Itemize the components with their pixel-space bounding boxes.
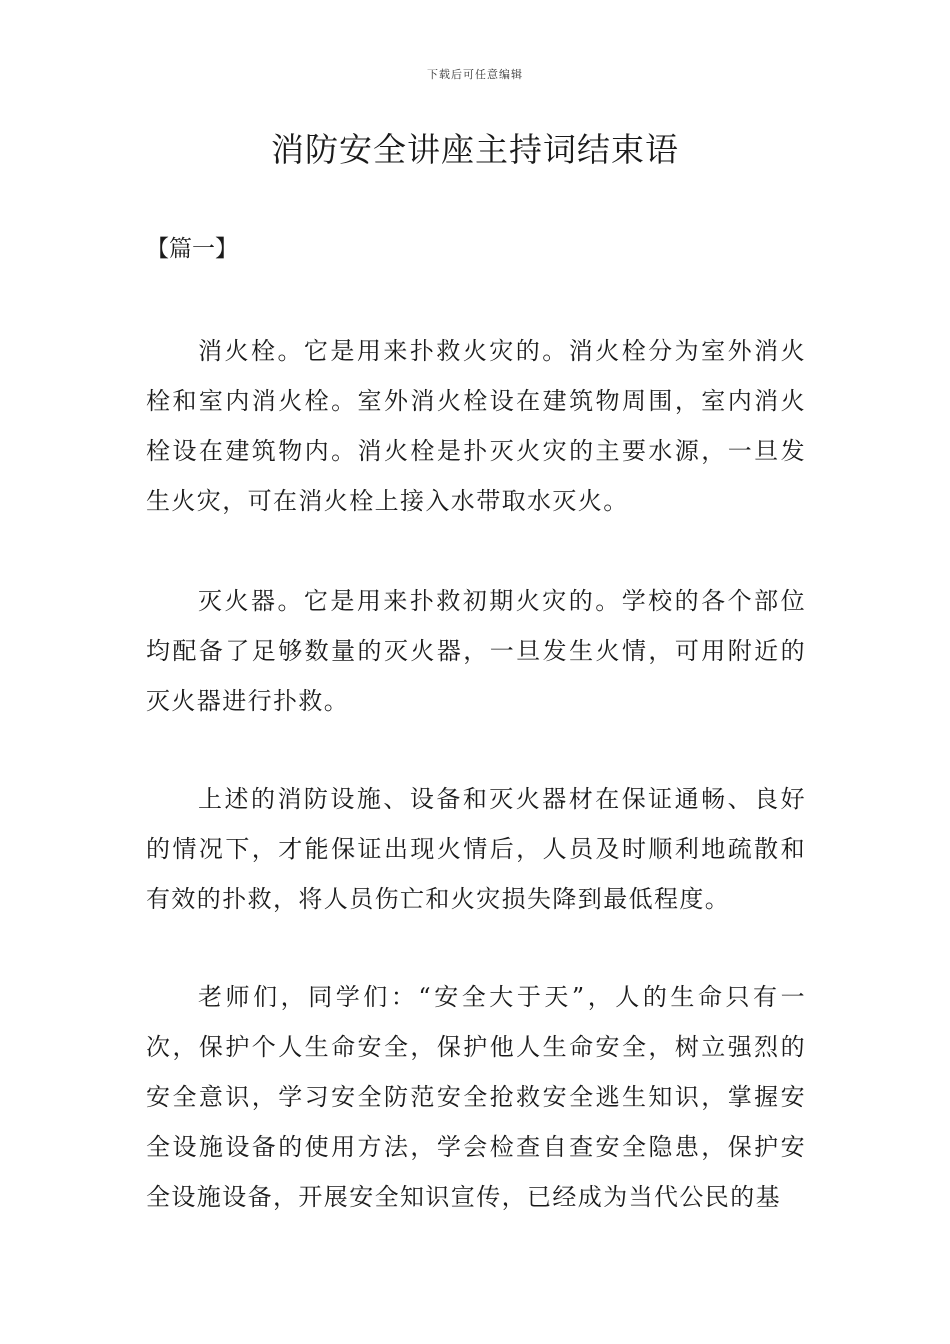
paragraph-safety-address: 老师们，同学们：“安全大于天”，人的生命只有一次，保护个人生命安全，保护他人生命安全，树立强烈的安全意识，学习安全防范安全抢救安全逃生知识，掌握安全设施设备的使用方法，学会检查自查安全隐患，保护安全设施设备，开展安全知识宣传，已经成为当代公民的基: [146, 983, 806, 1211]
section-label: 【篇一】: [146, 236, 238, 262]
paragraph-fire-hydrant: 消火栓。它是用来扑救火灾的。消火栓分为室外消火栓和室内消火栓。室外消火栓设在建筑物周围，室内消火栓设在建筑物内。消火栓是扑灭火灾的主要水源，一旦发生火灾，可在消火栓上接入水带取水灭火。: [146, 337, 806, 515]
paragraph-facilities-summary: 上述的消防设施、设备和灭火器材在保证通畅、良好的情况下，才能保证出现火情后，人员及时顺利地疏散和有效的扑救，将人员伤亡和火灾损失降到最低程度。: [146, 785, 806, 913]
header-note: 下载后可任意编辑: [427, 68, 523, 81]
paragraph-fire-extinguisher: 灭火器。它是用来扑救初期火灾的。学校的各个部位均配备了足够数量的灭火器，一旦发生火情，可用附近的灭火器进行扑救。: [146, 587, 806, 715]
document-title: 消防安全讲座主持词结束语: [271, 130, 679, 169]
